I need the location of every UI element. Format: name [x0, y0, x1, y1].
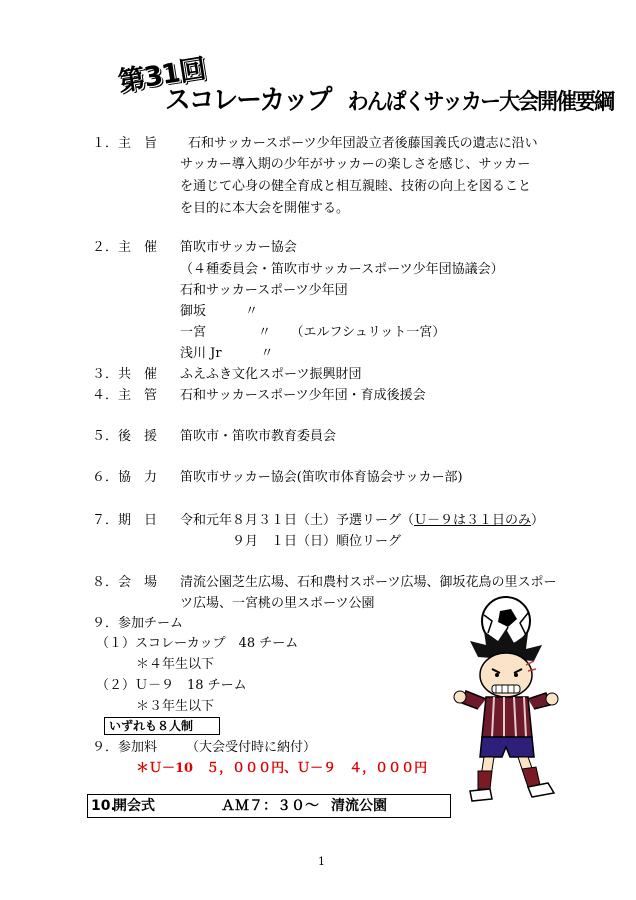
team-item-2: （２）Ｕ－９ 18 チーム	[96, 678, 247, 693]
opening-place: 清流公園	[331, 798, 387, 814]
page-title	[165, 78, 613, 117]
opening-time: ＡＭ７：３０～	[221, 798, 319, 814]
fee-amount: ＊Ｕ－10 ５，０００円、Ｕ－９ ４，０００円	[136, 761, 428, 776]
section-7-number: ７．期 日	[92, 513, 158, 528]
page-number: 1	[318, 855, 325, 868]
schedule-close-paren: ）	[531, 513, 545, 528]
eight-player-badge: いずれも８人制	[104, 717, 220, 735]
section-3-text: ふえふき文化スポーツ振興財団	[180, 367, 362, 382]
section-2-line-4: 御坂 〃	[180, 304, 259, 319]
section-2-line-6: 浅川 Jr 〃	[180, 346, 274, 361]
section-9-number: ９．参加チーム	[92, 616, 184, 631]
team-item-1-note: ＊４年生以下	[136, 657, 215, 672]
section-5-number: ５．後 援	[92, 429, 158, 444]
section-8-number: ８．会 場	[92, 575, 158, 590]
section-1-line-2: サッカー導入期の少年がサッカーの楽しさを感じ、サッカー	[180, 157, 531, 172]
section-1-line-3: を通じて心身の健全育成と相互親睦、技術の向上を図ること	[180, 179, 532, 194]
opening-ceremony-box	[87, 794, 451, 818]
opening-label: 開会式	[113, 798, 155, 814]
soccer-player-illustration	[448, 595, 568, 805]
section-2-line-3: 石和サッカースポーツ少年団	[180, 283, 348, 298]
section-2-line-1: 笛吹市サッカー協会	[180, 240, 297, 255]
section-4-number: ４．主 管	[92, 388, 158, 403]
section-2-line-5: 一宮 〃 （エルフシュリット一宮）	[180, 325, 446, 340]
fee-note: （大会受付時に納付）	[186, 740, 317, 755]
fee-number: ９．参加料	[92, 740, 158, 755]
schedule-day-1: 令和元年８月３１日（土）予選リーグ（	[180, 513, 415, 528]
section-7-line-2: ９月 １日（日）順位リーグ	[232, 534, 402, 549]
section-5-text: 笛吹市・笛吹市教育委員会	[180, 429, 337, 444]
team-item-1: （１）スコレーカップ 48 チーム	[96, 636, 299, 651]
section-1-line-4: を目的に本大会を開催する。	[180, 201, 350, 216]
section-8-line-1: 清流公園芝生広場、石和農村スポーツ広場、御坂花鳥の里スポー	[180, 575, 557, 590]
section-1-line-1: 石和サッカースポーツ少年団設立者後藤国義氏の遺志に沿い	[188, 136, 538, 151]
section-7-line-1	[180, 511, 544, 531]
title-edition: 第31回	[116, 53, 208, 98]
section-4-text: 石和サッカースポーツ少年団・育成後援会	[180, 388, 426, 403]
section-2-line-2: （４種委員会・笛吹市サッカースポーツ少年団協議会）	[180, 262, 504, 277]
section-6-text: 笛吹市サッカー協会(笛吹市体育協会サッカー部)	[180, 470, 463, 485]
u9-note: Ｕ－９は３１日のみ	[414, 513, 532, 528]
title-main: スコレーカップ	[165, 85, 331, 116]
section-2-number: ２．主 催	[92, 240, 158, 255]
section-8-line-2: ツ広場、一宮桃の里スポーツ公園	[180, 596, 375, 611]
section-6-number: ６．協 力	[92, 470, 158, 485]
section-3-number: ３．共 催	[92, 367, 158, 382]
title-sub: わんぱくサッカー大会開催要綱	[347, 90, 614, 115]
team-item-2-note: ＊３年生以下	[136, 699, 215, 714]
section-1-number: １．主 旨	[92, 136, 158, 151]
opening-number: 10.	[91, 798, 116, 814]
